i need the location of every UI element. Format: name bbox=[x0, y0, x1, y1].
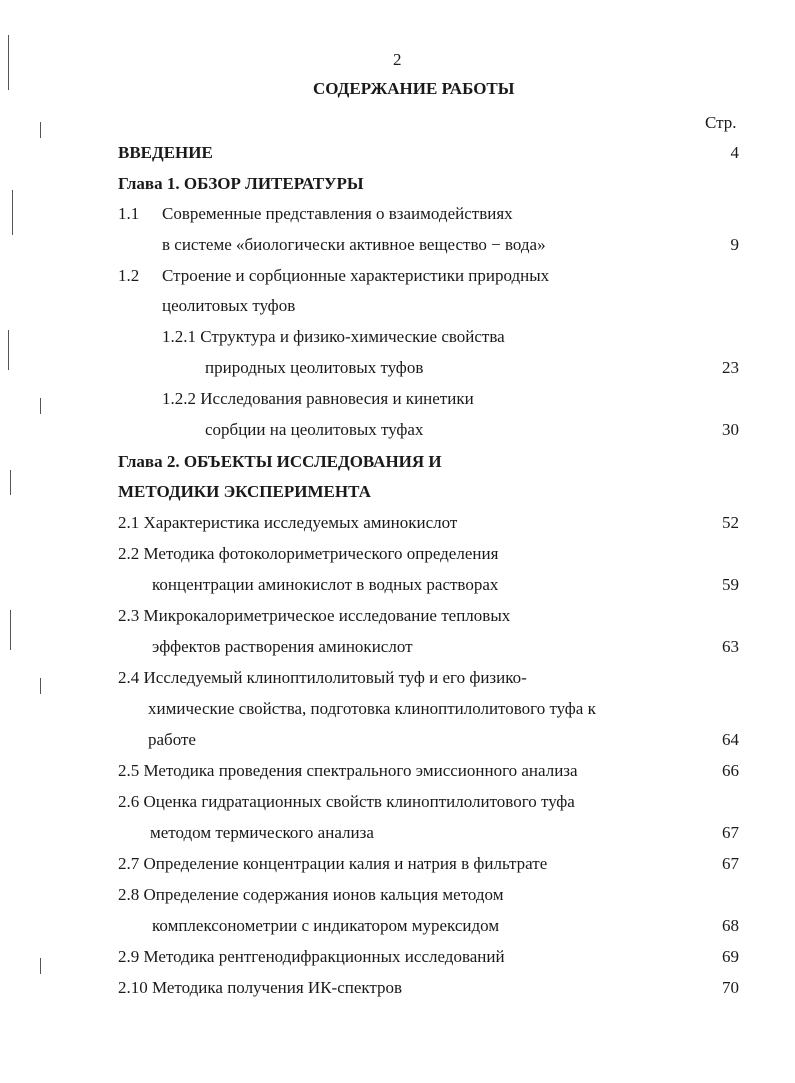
toc-section-2-3-cont: эффектов растворения аминокислот bbox=[152, 637, 413, 656]
toc-section-2-6-cont: методом термического анализа bbox=[150, 823, 374, 842]
scan-artifact bbox=[40, 678, 41, 694]
scan-artifact bbox=[10, 470, 11, 495]
toc-section-2-1: 2.1 Характеристика исследуемых аминокислот bbox=[118, 513, 458, 532]
toc-section-2-6: 2.6 Оценка гидратационных свойств клиноптилолитового туфа bbox=[118, 792, 575, 811]
toc-subsection-title: 1.2.2 Исследования равновесия и кинетики bbox=[162, 389, 474, 408]
toc-section-title-cont: в системе «биологически активное вещество − вода» bbox=[162, 235, 546, 254]
toc-page-number: 9 bbox=[730, 235, 739, 254]
toc-section-2-4-cont: работе bbox=[148, 730, 196, 749]
toc-page-number: 67 bbox=[722, 854, 739, 873]
scan-artifact bbox=[40, 398, 41, 414]
toc-section-2-8: 2.8 Определение содержания ионов кальция методом bbox=[118, 885, 504, 904]
toc-section-2-4-cont: химические свойства, подготовка клиноптилолитового туфа к bbox=[148, 699, 596, 718]
toc-page-number: 52 bbox=[722, 513, 739, 532]
toc-section-2-2: 2.2 Методика фотоколориметрического определения bbox=[118, 544, 499, 563]
toc-page-number: 66 bbox=[722, 761, 739, 780]
scan-artifact bbox=[40, 958, 41, 974]
toc-section-2-3: 2.3 Микрокалориметрическое исследование тепловых bbox=[118, 606, 511, 625]
toc-section-number: 1.1 bbox=[118, 204, 140, 223]
toc-subsection-title-cont: природных цеолитовых туфов bbox=[205, 358, 424, 377]
scan-artifact bbox=[8, 330, 9, 370]
toc-section-2-10: 2.10 Методика получения ИК-спектров bbox=[118, 978, 403, 997]
toc-section-2-5: 2.5 Методика проведения спектрального эмиссионного анализа bbox=[118, 761, 578, 780]
toc-page-number: 59 bbox=[722, 575, 739, 594]
toc-section-2-4: 2.4 Исследуемый клиноптилолитовый туф и его физико- bbox=[118, 668, 527, 687]
toc-subsection-title: 1.2.1 Структура и физико-химические свойства bbox=[162, 327, 505, 346]
toc-chapter-2-title: Глава 2. ОБЪЕКТЫ ИССЛЕДОВАНИЯ И bbox=[118, 452, 442, 471]
toc-section-2-9: 2.9 Методика рентгенодифракционных исследований bbox=[118, 947, 505, 966]
toc-chapter-2-title-cont: МЕТОДИКИ ЭКСПЕРИМЕНТА bbox=[118, 482, 371, 501]
toc-section-number: 1.2 bbox=[118, 266, 140, 285]
toc-section-title: Современные представления о взаимодействиях bbox=[162, 204, 513, 223]
toc-page-number: 4 bbox=[730, 143, 739, 162]
toc-page-number: 64 bbox=[722, 730, 739, 749]
toc-subsection-title-cont: сорбции на цеолитовых туфах bbox=[205, 420, 424, 439]
toc-page-number: 30 bbox=[722, 420, 739, 439]
page-column-label: Стр. bbox=[705, 113, 737, 132]
toc-section-title: Строение и сорбционные характеристики природных bbox=[162, 266, 550, 285]
toc-section-title-cont: цеолитовых туфов bbox=[162, 296, 296, 315]
toc-page-number: 68 bbox=[722, 916, 739, 935]
toc-chapter-1-title: Глава 1. ОБЗОР ЛИТЕРАТУРЫ bbox=[118, 174, 364, 193]
toc-section-2-2-cont: концентрации аминокислот в водных растворах bbox=[152, 575, 499, 594]
scan-artifact bbox=[12, 190, 13, 235]
scan-artifact bbox=[8, 35, 9, 90]
toc-section-2-7: 2.7 Определение концентрации калия и натрия в фильтрате bbox=[118, 854, 548, 873]
toc-page-number: 23 bbox=[722, 358, 739, 377]
toc-page-number: 70 bbox=[722, 978, 739, 997]
toc-page-number: 69 bbox=[722, 947, 739, 966]
page-number: 2 bbox=[393, 50, 402, 69]
toc-page-number: 63 bbox=[722, 637, 739, 656]
toc-section-2-8-cont: комплексонометрии с индикатором мурексидом bbox=[152, 916, 500, 935]
scan-artifact bbox=[10, 610, 11, 650]
toc-page-number: 67 bbox=[722, 823, 739, 842]
scan-artifact bbox=[40, 122, 41, 138]
toc-intro-label: ВВЕДЕНИЕ bbox=[118, 143, 213, 162]
page-title: СОДЕРЖАНИЕ РАБОТЫ bbox=[313, 79, 515, 98]
